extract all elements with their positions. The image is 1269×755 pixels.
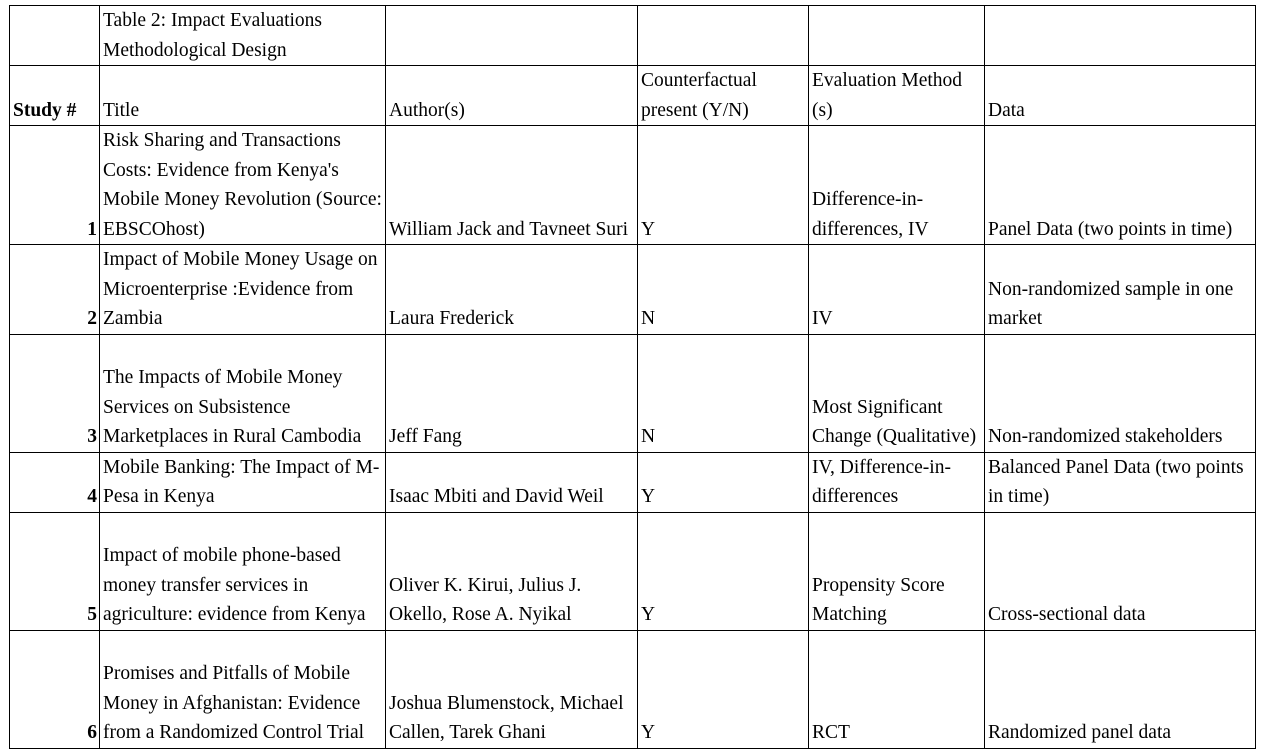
study-counterfactual: Y	[638, 512, 809, 630]
study-method: Most Significant Change (Qualitative)	[809, 334, 985, 452]
header-counterfactual: Counterfactual present (Y/N)	[638, 66, 809, 126]
header-authors: Author(s)	[386, 66, 638, 126]
caption-line-1: Table 2: Impact Evaluations	[103, 10, 323, 31]
study-method: Difference-in- differences, IV	[809, 126, 985, 245]
study-counterfactual: Y	[638, 630, 809, 748]
study-method: IV, Difference-in- differences	[809, 452, 985, 512]
study-authors: William Jack and Tavneet Suri	[386, 126, 638, 245]
evaluation-table	[9, 5, 1256, 749]
table-row	[10, 126, 1256, 245]
study-data: Randomized panel data	[985, 630, 1256, 748]
study-number: 4	[10, 452, 100, 512]
study-number: 2	[10, 245, 100, 335]
study-counterfactual: N	[638, 245, 809, 335]
study-counterfactual: Y	[638, 126, 809, 245]
study-data: Panel Data (two points in time)	[985, 126, 1256, 245]
study-method: RCT	[809, 630, 985, 748]
study-number: 5	[10, 512, 100, 630]
study-data: Non-randomized sample in one market	[985, 245, 1256, 335]
header-data: Data	[985, 66, 1256, 126]
study-method: IV	[809, 245, 985, 335]
table-row	[10, 630, 1256, 748]
study-number: 3	[10, 334, 100, 452]
study-data: Non-randomized stakeholders	[985, 334, 1256, 452]
study-counterfactual: Y	[638, 452, 809, 512]
study-title: The Impacts of Mobile Money Services on Subsistence Marketplaces in Rural Cambodia	[100, 334, 386, 452]
study-authors: Laura Frederick	[386, 245, 638, 335]
caption-empty-cell	[809, 6, 985, 66]
study-number: 1	[10, 126, 100, 245]
table-row	[10, 334, 1256, 452]
table-caption	[100, 6, 386, 66]
header-title: Title	[100, 66, 386, 126]
table-row	[10, 512, 1256, 630]
table-row	[10, 452, 1256, 512]
study-number: 6	[10, 630, 100, 748]
study-title: Promises and Pitfalls of Mobile Money in Afghanistan: Evidence from a Randomized Control Trial	[100, 630, 386, 748]
study-method: Propensity Score Matching	[809, 512, 985, 630]
header-study: Study #	[10, 66, 100, 126]
study-data: Balanced Panel Data (two points in time)	[985, 452, 1256, 512]
study-authors: Jeff Fang	[386, 334, 638, 452]
study-authors: Joshua Blumenstock, Michael Callen, Tarek Ghani	[386, 630, 638, 748]
study-authors: Isaac Mbiti and David Weil	[386, 452, 638, 512]
study-title: Impact of Mobile Money Usage on Microenterprise :Evidence from Zambia	[100, 245, 386, 335]
header-row	[10, 66, 1256, 126]
caption-empty-cell	[10, 6, 100, 66]
caption-empty-cell	[638, 6, 809, 66]
study-counterfactual: N	[638, 334, 809, 452]
table-row	[10, 245, 1256, 335]
study-title: Mobile Banking: The Impact of M-Pesa in Kenya	[100, 452, 386, 512]
caption-empty-cell	[985, 6, 1256, 66]
caption-empty-cell	[386, 6, 638, 66]
study-data: Cross-sectional data	[985, 512, 1256, 630]
study-authors: Oliver K. Kirui, Julius J. Okello, Rose A. Nyikal	[386, 512, 638, 630]
study-title: Risk Sharing and Transactions Costs: Evidence from Kenya's Mobile Money Revolution (Source: EBSCOhost)	[100, 126, 386, 245]
caption-row	[10, 6, 1256, 66]
header-method: Evaluation Method (s)	[809, 66, 985, 126]
study-title: Impact of mobile phone-based money transfer services in agriculture: evidence from Kenya	[100, 512, 386, 630]
caption-line-2: Methodological Design	[103, 39, 287, 61]
